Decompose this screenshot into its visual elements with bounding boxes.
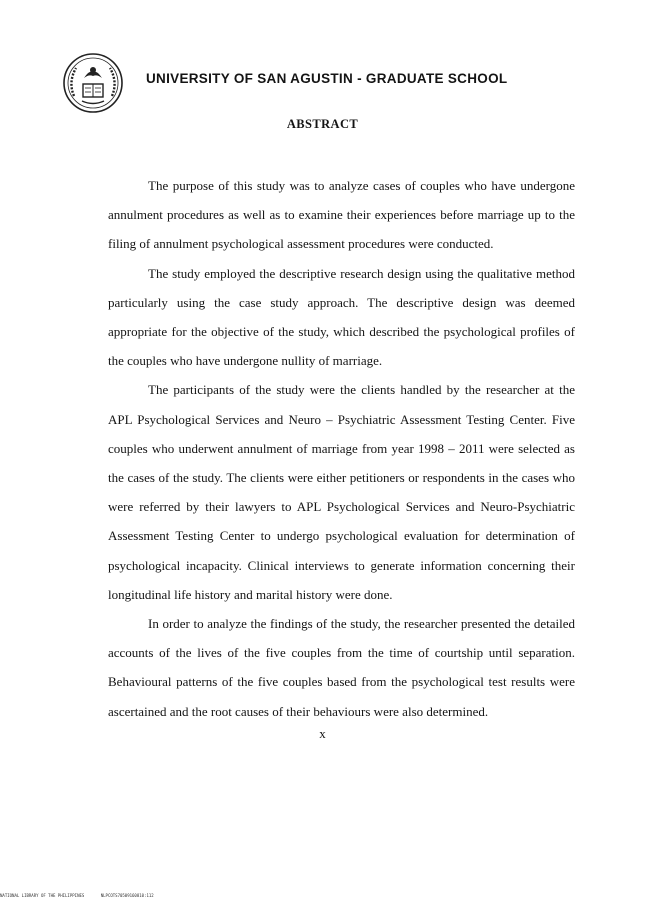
abstract-title: ABSTRACT [286, 117, 359, 131]
footer-code: NLPCOTS70509160810:112 [100, 893, 154, 898]
university-seal-icon [62, 52, 124, 114]
footer-library: NATIONAL LIBRARY OF THE PHILIPPINES [0, 893, 85, 898]
abstract-body [108, 171, 575, 726]
university-header: UNIVERSITY OF SAN AGUSTIN - GRADUATE SCHOOL [146, 71, 508, 86]
abstract-paragraph-4: In order to analyze the findings of the study, the researcher presented the detailed accounts of the lives of the five couples from the time of courtship until separation. Behavioural patterns of the five couples based from the psychological test results were ascertained and the root causes of their behaviours were also determined. [108, 616, 575, 719]
abstract-paragraph-2: The study employed the descriptive research design using the qualitative method particularly using the case study approach. The descriptive design was deemed appropriate for the objective of the study, which described the psychological profiles of the couples who have undergone nullity of marriage. [108, 265, 575, 369]
page-number: x [319, 726, 326, 741]
abstract-paragraph-1: The purpose of this study was to analyze cases of couples who have undergone annulment procedures as well as to examine their experiences before marriage up to the filing of annulment psychological assessment procedures were conducted. [108, 178, 575, 252]
footer-stamp [0, 893, 154, 898]
abstract-paragraph-3: The participants of the study were the clients handled by the researcher at the APL Psychological Services and Neuro – Psychiatric Assessment Testing Center. Five couples who underwent annulment of marriage from year 1998 – 2011 were selected as the cases of the study. The clients were either petitioners or respondents in the cases who were referred by their lawyers to APL Psychological Services and Neuro-Psychiatric Assessment Testing Center to undergo psychological evaluation for determination of psychological incapacity. Clinical interviews to generate information concerning their longitudinal life history and marital history were done. [108, 382, 575, 602]
